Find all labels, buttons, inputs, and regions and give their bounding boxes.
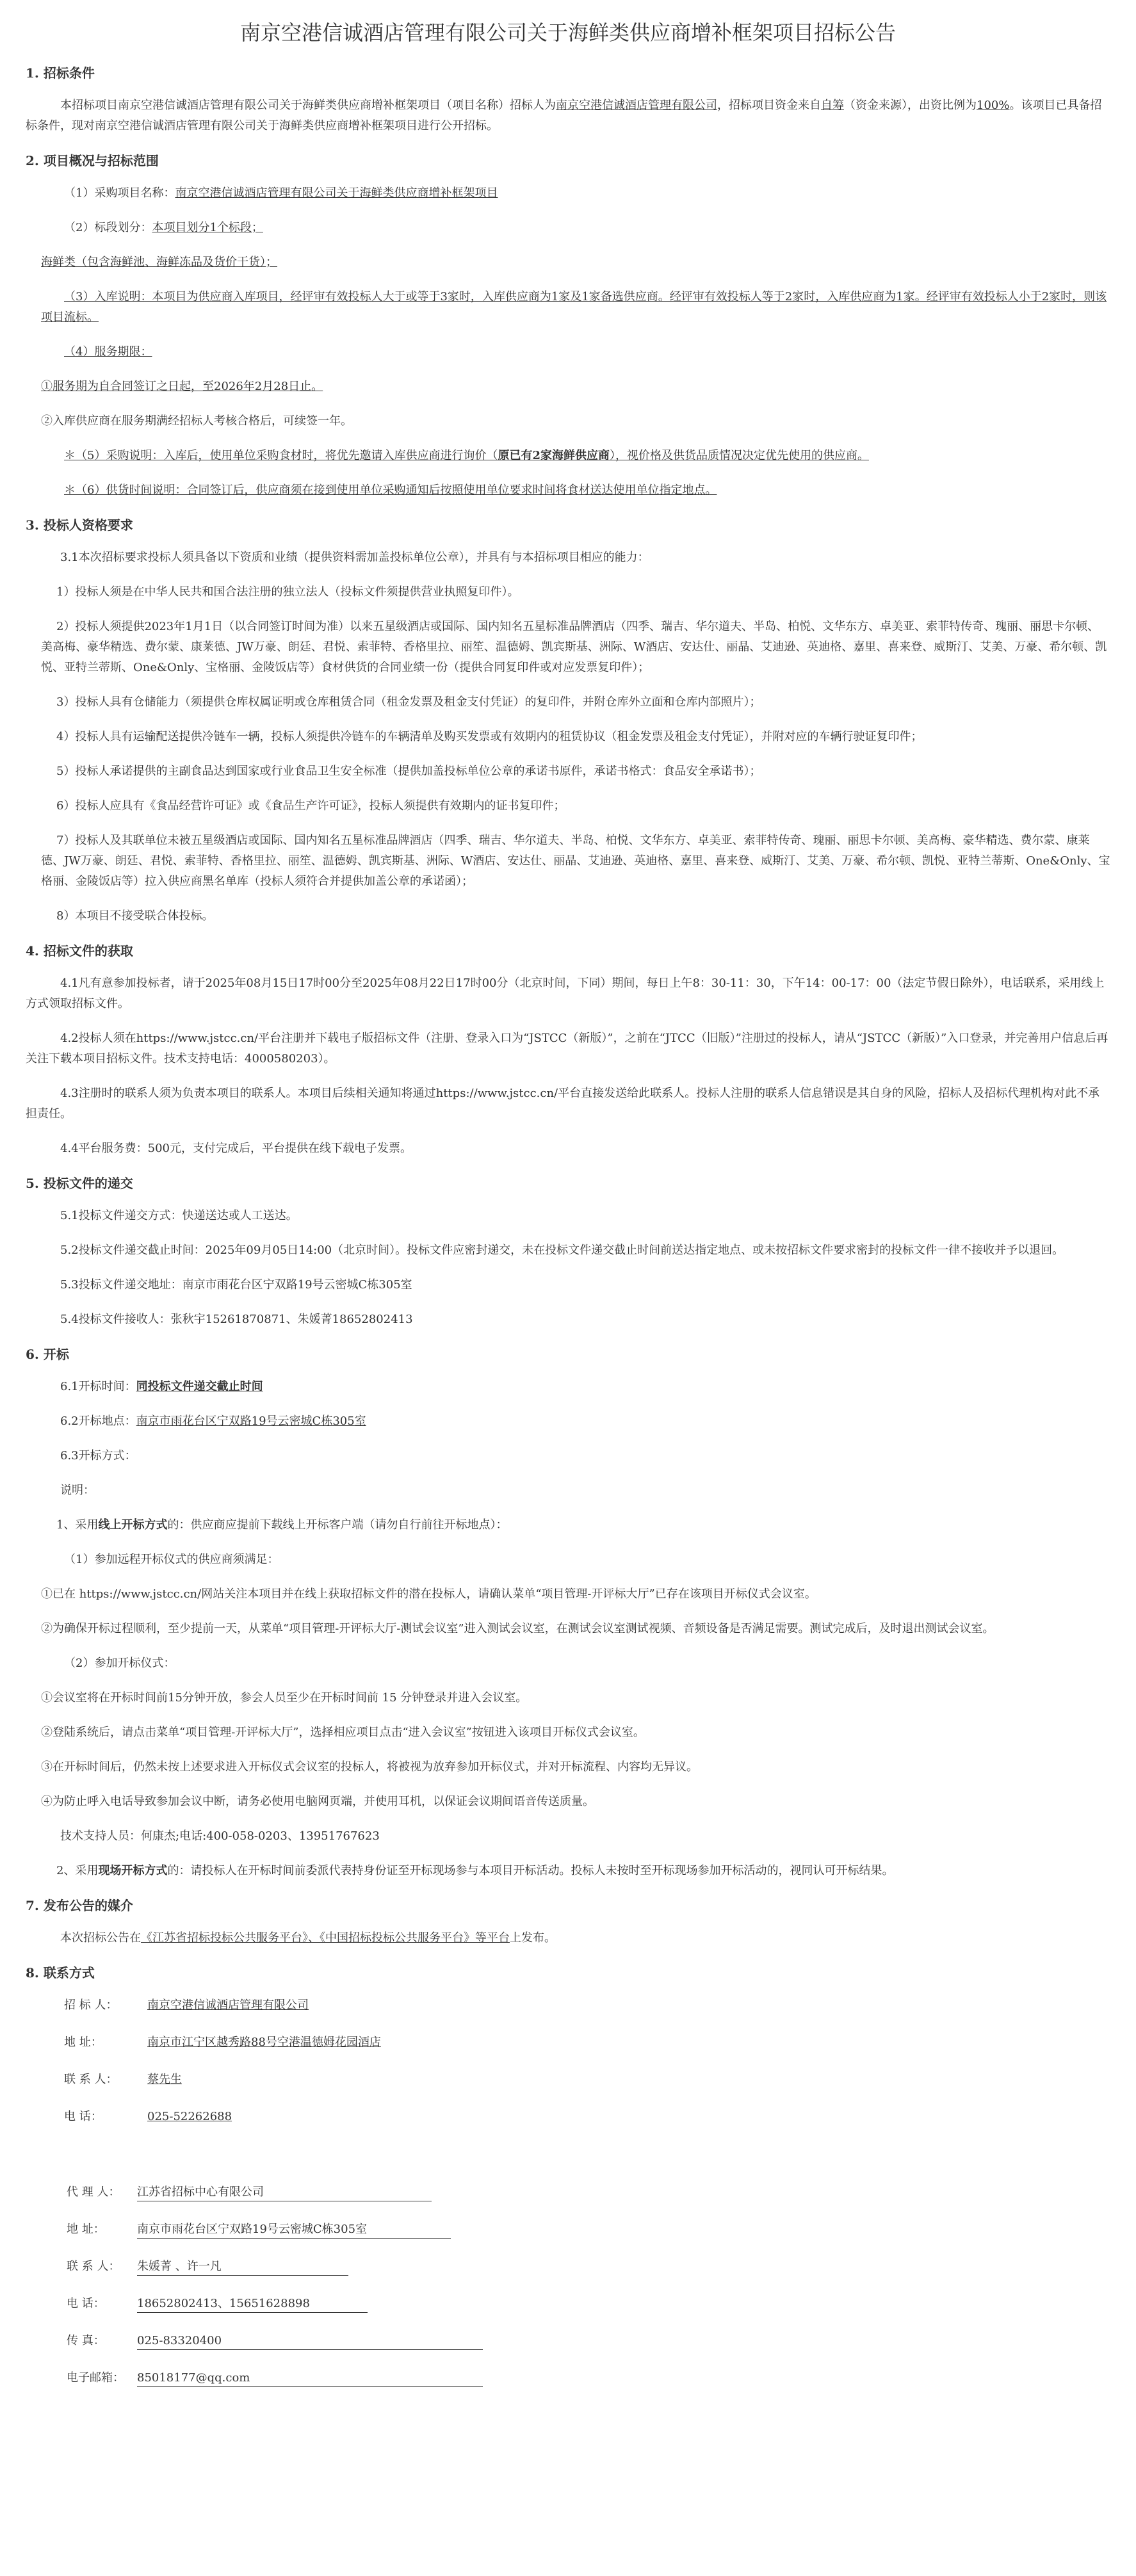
lot-scope: 海鲜类（包含海鲜池、海鲜冻品及货价干货）； [41, 255, 277, 269]
lot-division-item [26, 218, 1110, 238]
purchase-note [26, 446, 1110, 466]
agent-row [26, 2256, 1110, 2294]
text: 的：供应商应提前下载线上开标客户端（请勿自行前往开标地点）： [167, 1518, 508, 1532]
qualification-item: 8）本项目不接受联合体投标。 [56, 909, 214, 923]
agent-value: 南京市雨花台区宁双路19号云密城C栋305室 [137, 2221, 451, 2239]
fund-source: 自筹 [821, 99, 844, 112]
agent-row [26, 2219, 1110, 2256]
join-ceremony-item: ④为防止呼入电话导致参加会议中断，请务必使用电脑网页端，并使用耳机，以保证会议期间语音传送质量。 [41, 1795, 594, 1808]
opening-time [26, 1377, 1110, 1397]
fund-ratio: 100% [977, 99, 1010, 112]
agent-row [26, 2182, 1110, 2219]
text: ），视价格及供货品质情况决定优先使用的供应商。 [609, 449, 869, 462]
agent-row [26, 2294, 1110, 2331]
agent-value: 江苏省招标中心有限公司 [137, 2184, 432, 2201]
contact-row [26, 2107, 1110, 2144]
text: 2、采用 [56, 1864, 99, 1877]
online-requirement-heading: （1）参加远程开标仪式的供应商须满足： [64, 1553, 279, 1566]
join-ceremony-item: ②登陆系统后，请点击菜单“项目管理-开评标大厅”，选择相应项目点击“进入会议室”按钮进入该项目开标仪式会议室。 [41, 1726, 645, 1739]
contact-label: 招 标 人： [64, 1998, 118, 2012]
contact-value: 南京空港信诚酒店管理有限公司 [147, 1998, 309, 2012]
opening-location-value: 南京市雨花台区宁双路19号云密城C栋305室 [136, 1414, 366, 1428]
contact-value: 025-52262688 [147, 2110, 232, 2123]
qualification-item: 7）投标人及其联单位未被五星级酒店或国际、国内知名五星标准品牌酒店（四季、瑞吉、华尔道夫、半岛、柏悦、文华东方、卓美亚、索菲特传奇、瑰丽、丽思卡尔顿、美高梅、豪华精选、费尔蒙、康莱德、JW万豪、朗廷、君悦、索菲特、香格里拉、丽笙、温德姆、凯宾斯基、洲际、W酒店、安达仕、丽晶、艾迪逊、英迪格、嘉里、喜来登、威斯汀、艾美、万豪、希尔顿、凯悦、亚特兰蒂斯、One&Only、宝格丽、金陵饭店等）拉入供应商黑名单库（投标人须符合并提供加盖公章的承诺函）； [41, 834, 1110, 888]
qualification-item: 5）投标人承诺提供的主副食品达到国家或行业食品卫生安全标准（提供加盖投标单位公章的承诺书原件，承诺书格式：食品安全承诺书）； [56, 765, 761, 778]
agent-label: 电 话： [67, 2297, 105, 2310]
agent-row [26, 2368, 1110, 2405]
online-requirement-item: ①已在 https://www.jstcc.cn/网站关注本项目并在线上获取招标文件的潜在投标人，请确认菜单“项目管理-开评标大厅”已存在该项目开标仪式会议室。 [41, 1587, 816, 1601]
text: （2）标段划分： [64, 221, 152, 234]
tenderer-contact [26, 1995, 1110, 2144]
text: 本次招标公告在 [60, 1931, 141, 1945]
section-heading-3: 3. 投标人资格要求 [26, 517, 133, 533]
agent-label: 电子邮箱： [67, 2371, 124, 2385]
text: （1）采购项目名称： [64, 186, 175, 200]
obtain-docs-item: 4.3注册时的联系人须为负责本项目的联系人。本项目后续相关通知将通过https://www.jstcc.cn/平台直接发送给此联系人。投标人注册的联系人信息错误是其自身的风险，招标人及招标代理机构对此不承担责任。 [26, 1087, 1100, 1121]
contact-value: 南京市江宁区越秀路88号空港温德姆花园酒店 [147, 2036, 381, 2049]
service-period-item-1: ①服务期为自合同签订之日起，至2026年2月28日止。 [41, 380, 323, 393]
text: 的：请投标人在开标时间前委派代表持身份证至开标现场参与本项目开标活动。投标人未按时至开标现场参加开标活动的，视同认可开标结果。 [167, 1864, 894, 1877]
qualification-item: 3）投标人具有仓储能力（须提供仓库权属证明或仓库租赁合同（租金发票及租金支付凭证）的复印件，并附仓库外立面和仓库内部照片）； [56, 695, 761, 709]
service-period-heading: （4）服务期限： [64, 345, 152, 359]
onsite-opening-label: 现场开标方式 [98, 1864, 168, 1877]
project-name-item [26, 183, 1110, 204]
section-heading-5: 5. 投标文件的递交 [26, 1176, 133, 1191]
text: ，招标项目资金来自 [717, 99, 821, 112]
existing-suppliers: 原已有2家海鲜供应商 [498, 449, 610, 462]
contact-row [26, 2070, 1110, 2107]
publication-media [26, 1928, 1110, 1948]
qualification-item: 1）投标人须是在中华人民共和国合法注册的独立法人（投标文件须提供营业执照复印件）。 [56, 585, 519, 599]
submission-item: 5.4投标文件接收人：张秋宇15261870871、朱媛菁18652802413 [60, 1313, 413, 1326]
obtain-docs-item: 4.2投标人须在https://www.jstcc.cn/平台注册并下载电子版招标文件（注册、登录入口为“JSTCC（新版）”，之前在“JTCC（旧版）”注册过的投标人，请从“JSTCC（新版）”入口登录，并完善用户信息后再关注下载本项目招标文件。技术支持电话：4000580203）。 [26, 1032, 1108, 1065]
online-requirement-item: ②为确保开标过程顺利，至少提前一天，从菜单“项目管理-开评标大厅-测试会议室”进入测试会议室，在测试会议室测试视频、音频设备是否满足需要。测试完成后，及时退出测试会议室。 [41, 1622, 994, 1635]
agent-value: 025-83320400 [137, 2333, 483, 2350]
text: （资金来源），出资比例为 [844, 99, 977, 112]
agent-value: 朱媛菁 、许一凡 [137, 2258, 348, 2276]
obtain-docs-item: 4.4平台服务费：500元，支付完成后，平台提供在线下载电子发票。 [60, 1142, 412, 1155]
online-opening-method [26, 1515, 1110, 1535]
text: ＊（5）采购说明：入库后，使用单位采购食材时，将优先邀请入库供应商进行询价（ [64, 449, 498, 462]
contact-row [26, 2032, 1110, 2070]
section-heading-2: 2. 项目概况与招标范围 [26, 153, 159, 168]
qualification-item: 2）投标人须提供2023年1月1日（以合同签订时间为准）以来五星级酒店或国际、国内知名五星标准品牌酒店（四季、瑞吉、华尔道夫、半岛、柏悦、文华东方、卓美亚、索菲特传奇、瑰丽、丽思卡尔顿、美高梅、豪华精选、费尔蒙、康莱德、JW万豪、朗廷、君悦、索菲特、香格里拉、丽笙、温德姆、凯宾斯基、洲际、W酒店、安达仕、丽晶、艾迪逊、英迪格、嘉里、喜来登、威斯汀、艾美、万豪、希尔顿、凯悦、亚特兰蒂斯、One&Only、宝格丽、金陵饭店等）食材供货的合同业绩一份（提供合同复印件或对应发票复印件）； [41, 620, 1107, 674]
agent-label: 传 真： [67, 2334, 105, 2347]
onsite-opening-method [26, 1861, 1110, 1881]
join-ceremony-item: ③在开标时间后，仍然未按上述要求进入开标仪式会议室的投标人，将被视为放弃参加开标仪式，并对开标流程、内容均无异议。 [41, 1760, 698, 1774]
section-heading-6: 6. 开标 [26, 1347, 69, 1362]
tender-conditions-paragraph [26, 95, 1110, 136]
qualification-item: 4）投标人具有运输配送提供冷链车一辆，投标人须提供冷链车的车辆清单及购买发票或有效期内的租赁协议（租金发票及租金支付凭证），并附对应的车辆行驶证复印件； [56, 730, 923, 743]
warehousing-note: （3）入库说明：本项目为供应商入库项目，经评审有效投标人大于或等于3家时，入库供应商为1家及1家备选供应商。经评审有效投标人等于2家时，入库供应商为1家。经评审有效投标人小于2家时，则该项目流标。 [41, 290, 1107, 324]
page-title: 南京空港信诚酒店管理有限公司关于海鲜类供应商增补框架项目招标公告 [239, 20, 896, 45]
agent-row [26, 2331, 1110, 2368]
contact-row [26, 1995, 1110, 2032]
agent-value: 85018177@qq.com [137, 2370, 483, 2387]
text: 6.2开标地点： [60, 1414, 136, 1428]
opening-time-value: 同投标文件递交截止时间 [136, 1380, 263, 1393]
section-heading-1: 1. 招标条件 [26, 65, 95, 81]
contact-label: 联 系 人： [64, 2073, 118, 2086]
join-ceremony-item: ①会议室将在开标时间前15分钟开放，参会人员至少在开标时间前 15 分钟登录并进入会议室。 [41, 1691, 528, 1705]
online-opening-label: 线上开标方式 [98, 1518, 168, 1532]
section-heading-4: 4. 招标文件的获取 [26, 943, 133, 959]
note-label: 说明： [60, 1484, 95, 1497]
text: 本招标项目南京空港信诚酒店管理有限公司关于海鲜类供应商增补框架项目（项目名称）招标人为 [60, 99, 556, 112]
delivery-note: ＊（6）供货时间说明：合同签订后，供应商须在接到使用单位采购通知后按照使用单位要求时间将食材送达使用单位指定地点。 [64, 483, 717, 497]
join-ceremony-heading: （2）参加开标仪式： [64, 1657, 175, 1670]
text: 6.1开标时间： [60, 1380, 136, 1393]
text: 。该项目已具备招标条件，现对南京空港信诚酒店管理有限公司关于海鲜类供应商增补框架项目进行公开招标。 [26, 99, 1102, 133]
submission-item: 5.1投标文件递交方式：快递送达或人工送达。 [60, 1209, 298, 1222]
lot-division: 本项目划分1个标段； [152, 221, 263, 234]
contact-label: 地 址： [64, 2036, 102, 2049]
qualification-item: 6）投标人应具有《食品经营许可证》或《食品生产许可证》，投标人须提供有效期内的证书复印件； [56, 799, 565, 813]
agent-label: 联 系 人： [67, 2260, 120, 2273]
spacer [26, 2144, 1110, 2182]
agent-label: 地 址： [67, 2223, 105, 2236]
service-period-item-2: ②入库供应商在服务期满经招标人考核合格后，可续签一年。 [41, 414, 352, 428]
contact-label: 电 话： [64, 2110, 102, 2123]
opening-method: 6.3开标方式： [60, 1449, 136, 1462]
qualification-intro: 3.1本次招标要求投标人须具备以下资质和业绩（提供资料需加盖投标单位公章），并具有与本招标项目相应的能力： [60, 551, 649, 564]
submission-item: 5.2投标文件递交截止时间：2025年09月05日14:00（北京时间）。投标文件应密封递交，未在投标文件递交截止时间前送达指定地点、或未按招标文件要求密封的投标文件一律不接收并予以退回。 [60, 1243, 1064, 1257]
section-heading-8: 8. 联系方式 [26, 1965, 95, 1981]
text: 上发布。 [510, 1931, 556, 1945]
contact-value: 蔡先生 [147, 2073, 182, 2086]
agent-label: 代 理 人： [67, 2185, 120, 2199]
submission-item: 5.3投标文件递交地址：南京市雨花台区宁双路19号云密城C栋305室 [60, 1278, 412, 1292]
section-heading-7: 7. 发布公告的媒介 [26, 1898, 133, 1913]
obtain-docs-item: 4.1凡有意参加投标者，请于2025年08月15日17时00分至2025年08月22日17时00分（北京时间，下同）期间，每日上午8：30-11：30，下午14：00-17：00（法定节假日除外），电话联系，采用线上方式领取招标文件。 [26, 976, 1105, 1010]
tenderer-name: 南京空港信诚酒店管理有限公司 [556, 99, 717, 112]
agent-contact [26, 2182, 1110, 2405]
tech-support: 技术支持人员：何康杰;电话:400-058-0203、13951767623 [60, 1829, 380, 1843]
project-name: 南京空港信诚酒店管理有限公司关于海鲜类供应商增补框架项目 [175, 186, 498, 200]
publication-platforms: 《江苏省招标投标公共服务平台》、《中国招标投标公共服务平台》等平台 [141, 1931, 510, 1945]
text: 1、采用 [56, 1518, 99, 1532]
opening-location [26, 1411, 1110, 1432]
agent-value: 18652802413、15651628898 [137, 2296, 368, 2313]
